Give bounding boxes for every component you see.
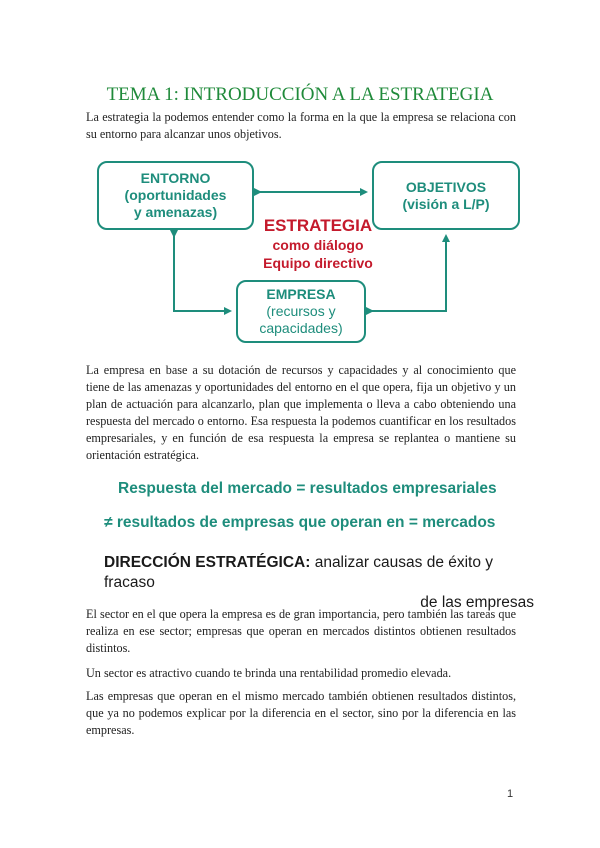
direccion-rest1: analizar causas de éxito y fracaso [104, 554, 494, 591]
paragraph-empresa: La empresa en base a su dotación de recursos y capacidades y al conocimiento que tiene de las amenazas y oportunidades del entorno en el que opera, fija un objetivo y un plan de actuación para alcanzarlo, plan que implementa o lleva a cabo obteniendo una respuesta del mercado o entorno. Esa respuesta la podemos cuantificar en los resultados empresariales, y en función de esa respuesta la empresa se replantea o mantiene su orientación estratégica. [86, 363, 516, 462]
objetivos-line1: (visión a L/P) [402, 195, 490, 212]
entorno-head: ENTORNO [140, 170, 211, 186]
page-number: 1 [507, 788, 514, 800]
formula-respuesta-mercado: Respuesta del mercado = resultados empresariales [118, 480, 497, 497]
direccion-estrategica [104, 553, 534, 613]
strategy-diagram [90, 156, 530, 346]
empresa-head: EMPRESA [266, 286, 336, 302]
empresa-line1: (recursos y [266, 303, 336, 319]
entorno-line2: y amenazas) [133, 204, 218, 220]
empresa-box [236, 280, 366, 343]
equipo-directivo-label: Equipo directivo [263, 255, 373, 271]
entorno-box [97, 161, 254, 230]
direccion-head: DIRECCIÓN ESTRATÉGICA: [104, 554, 311, 571]
paragraph-sector: El sector en el que opera la empresa es de gran importancia, pero también las tareas que realiza en ese sector; empresas que operan en mercados distintos obtienen resultados distintos. [86, 607, 516, 655]
entorno-line1: (oportunidades [124, 187, 227, 203]
estrategia-center-text [238, 216, 398, 272]
estrategia-label: ESTRATEGIA [263, 216, 373, 235]
paragraph-mismo-mercado: Las empresas que operan en el mismo mercado también obtienen resultados distintos, que ya no podemos explicar por la diferencia en el sector, sino por la diferencia en las empresas. [86, 689, 516, 737]
arrow-entorno-empresa [174, 236, 230, 311]
intro-paragraph: La estrategia la podemos entender como la forma en la que la empresa se relaciona con su entorno para alcanzar unos objetivos. [86, 110, 516, 141]
direccion-rest2: de las empresas [420, 594, 534, 611]
page-title: TEMA 1: INTRODUCCIÓN A LA ESTRATEGIA [106, 84, 494, 105]
dialogo-label: como diálogo [272, 237, 364, 253]
formula-resultados-distintos: ≠ resultados de empresas que operan en = mercados [104, 514, 496, 531]
empresa-line2: capacidades) [259, 320, 343, 336]
paragraph-sector-atractivo: Un sector es atractivo cuando te brinda una rentabilidad promedio elevada. [86, 666, 452, 680]
objetivos-head: OBJETIVOS [405, 178, 487, 195]
